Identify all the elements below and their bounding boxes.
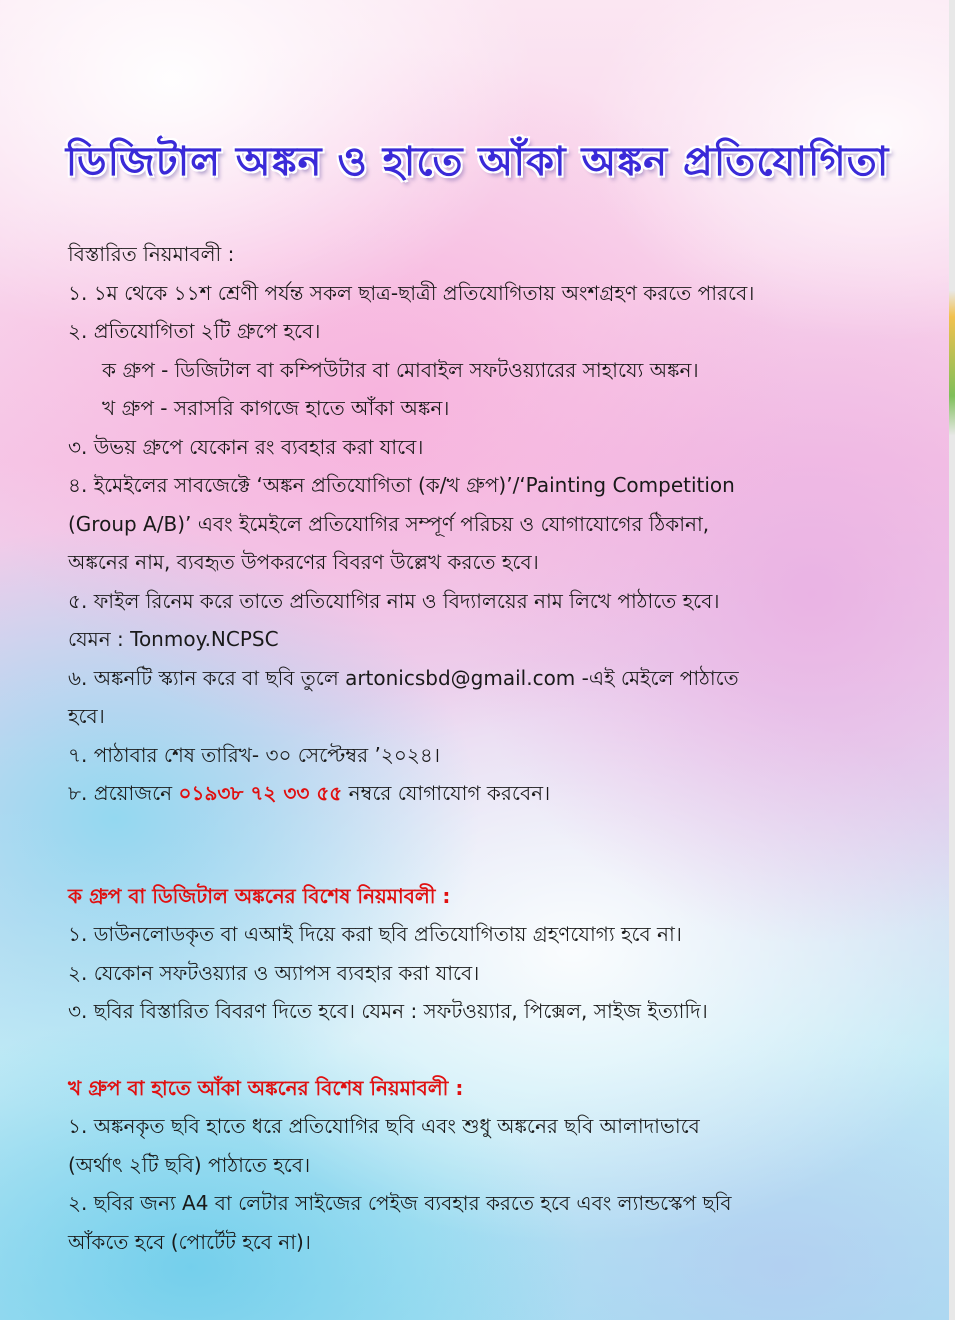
group-a-rule-1: ১. ডাউনলোডকৃত বা এআই দিয়ে করা ছবি প্রতিযোগিতায় গ্রহণযোগ্য হবে না।: [68, 922, 682, 946]
rule-2-group-b: খ গ্রুপ - সরাসরি কাগজে হাতে আঁকা অঙ্কন।: [102, 396, 450, 420]
rule-4-line-2: (Group A/B)’ এবং ইমেইলে প্রতিযোগির সম্পূর্ণ পরিচয় ও যোগাযোগের ঠিকানা,: [68, 511, 710, 536]
right-edge-decoration: [949, 0, 955, 1320]
group-a-rule-2: ২. যেকোন সফটওয়্যার ও অ্যাপস ব্যবহার করা যাবে।: [68, 960, 480, 985]
rule-7: ৭. পাঠাবার শেষ তারিখ- ৩০ সেপ্টেম্বর ’২০২৪।: [68, 742, 441, 767]
group-b-heading: খ গ্রুপ বা হাতে আঁকা অঙ্কনের বিশেষ নিয়মাবলী :: [68, 1075, 464, 1100]
group-a-rule-3: ৩. ছবির বিস্তারিত বিবরণ দিতে হবে। যেমন : সফটওয়্যার, পিক্সেল, সাইজ ইত্যাদি।: [68, 999, 708, 1023]
rule-5-line-2: যেমন : Tonmoy.NCPSC: [68, 627, 279, 651]
contact-phone-number: ০১৯৩৮ ৭২ ৩৩ ৫৫: [178, 781, 343, 805]
rule-4-line-3: অঙ্কনের নাম, ব্যবহৃত উপকরণের বিবরণ উল্লেখ করতে হবে।: [68, 550, 539, 574]
rule-4-line-1: ৪. ইমেইলের সাবজেক্টে ‘অঙ্কন প্রতিযোগিতা (ক/খ গ্রুপ)’/‘Painting Competition: [68, 473, 735, 497]
section-spacer: [68, 813, 888, 877]
rule-6-line-2: হবে।: [68, 704, 105, 728]
rule-2: ২. প্রতিযোগিতা ২টি গ্রুপে হবে।: [68, 319, 321, 343]
rule-6-line-1: ৬. অঙ্কনটি স্ক্যান করে বা ছবি তুলে artonicsbd@gmail.com -এই মেইলে পাঠাতে: [68, 665, 739, 690]
rule-1: ১. ১ম থেকে ১১শ শ্রেণী পর্যন্ত সকল ছাত্র-ছাত্রী প্রতিযোগিতায় অংশগ্রহণ করতে পারবে।: [68, 280, 755, 305]
group-b-rule-1-line-2: (অর্থাৎ ২টি ছবি) পাঠাতে হবে।: [68, 1152, 311, 1177]
group-a-heading: ক গ্রুপ বা ডিজিটাল অঙ্কনের বিশেষ নিয়মাবলী :: [68, 883, 451, 908]
group-b-rule-2-line-2: আঁকতে হবে (পোর্টেট হবে না)।: [68, 1229, 311, 1254]
rules-heading: বিস্তারিত নিয়মাবলী :: [68, 242, 235, 266]
group-b-rule-2-line-1: ২. ছবির জন্য A4 বা লেটার সাইজের পেইজ ব্যবহার করতে হবে এবং ল্যান্ডস্কেপ ছবি: [68, 1191, 732, 1215]
rule-8-suffix: নম্বরে যোগাযোগ করবেন।: [342, 781, 551, 805]
section-spacer: [68, 1031, 888, 1069]
rule-5-line-1: ৫. ফাইল রিনেম করে তাতে প্রতিযোগির নাম ও বিদ্যালয়ের নাম লিখে পাঠাতে হবে।: [68, 588, 720, 613]
rules-content: [68, 235, 888, 1261]
group-b-rule-1-line-1: ১. অঙ্কনকৃত ছবি হাতে ধরে প্রতিযোগির ছবি এবং শুধু অঙ্কনের ছবি আলাদাভাবে: [68, 1114, 700, 1138]
rule-3: ৩. উভয় গ্রুপে যেকোন রং ব্যবহার করা যাবে।: [68, 434, 424, 459]
rule-2-group-a: ক গ্রুপ - ডিজিটাল বা কম্পিউটার বা মোবাইল সফটওয়্যারের সাহায্যে অঙ্কন।: [102, 357, 699, 382]
poster-title: ডিজিটাল অঙ্কন ও হাতে আঁকা অঙ্কন প্রতিযোগিতা: [65, 139, 890, 185]
rule-8: [68, 774, 888, 813]
rule-8-prefix: ৮. প্রয়োজনে: [68, 781, 179, 805]
